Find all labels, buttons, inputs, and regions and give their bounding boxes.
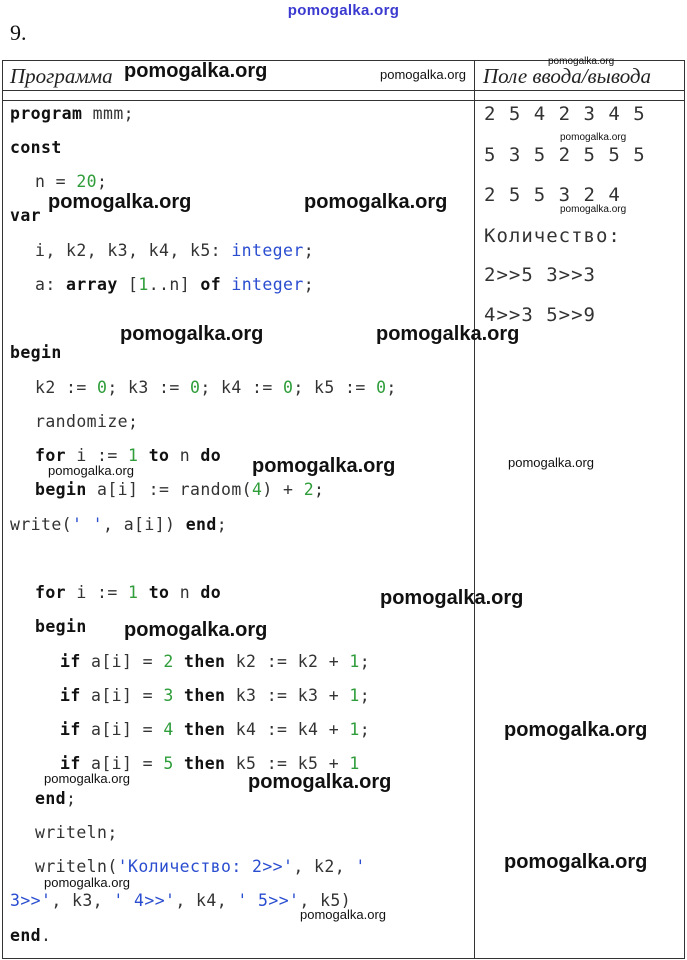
- code-text: ;: [359, 720, 371, 739]
- code-text: [174, 754, 184, 773]
- code-text: a[i] := random(: [86, 480, 253, 499]
- code-keyword: begin: [35, 480, 87, 499]
- code-line: [35, 172, 107, 191]
- code-text: k5 := k5 +: [225, 754, 350, 773]
- watermark: pomogalka.org: [508, 455, 594, 470]
- code-text: k2 :=: [35, 378, 98, 397]
- watermark: pomogalka.org: [504, 719, 648, 741]
- watermark: pomogalka.org: [48, 463, 134, 478]
- code-keyword: then: [184, 652, 226, 671]
- watermark: pomogalka.org: [304, 191, 448, 213]
- code-number: 0: [97, 378, 108, 397]
- code-text: ;: [303, 241, 315, 260]
- code-text: ;: [303, 275, 315, 294]
- code-keyword: end: [10, 926, 42, 945]
- code-keyword: const: [10, 138, 62, 157]
- code-number: 0: [376, 378, 387, 397]
- code-text: ;: [359, 652, 371, 671]
- io-column-header: Поле ввода/вывода: [483, 64, 652, 88]
- watermark: pomogalka.org: [124, 60, 268, 82]
- code-text: a[i] =: [80, 652, 164, 671]
- code-text: ;: [314, 480, 325, 499]
- watermark: pomogalka.org: [376, 323, 520, 345]
- code-line: [35, 617, 87, 636]
- code-text: ; k4 :=: [200, 378, 284, 397]
- code-text: ;: [66, 789, 77, 808]
- code-text: i, k2, k3, k4, k5:: [35, 241, 232, 260]
- code-text: writeln(: [35, 857, 118, 876]
- io-output-line: 2>>5 3>>3: [484, 264, 596, 286]
- code-string: 3>>': [10, 891, 52, 910]
- code-line: [35, 480, 324, 499]
- code-keyword: program: [10, 104, 83, 123]
- code-text: ) +: [262, 480, 304, 499]
- code-keyword: for: [35, 446, 67, 465]
- watermark: pomogalka.org: [504, 851, 648, 873]
- code-line: [60, 652, 370, 671]
- code-text: k3 := k3 +: [225, 686, 350, 705]
- watermark: pomogalka.org: [380, 587, 524, 609]
- code-text: n: [169, 583, 201, 602]
- code-number: 3: [163, 686, 174, 705]
- watermark: pomogalka.org: [124, 619, 268, 641]
- code-text: ; k3 :=: [107, 378, 191, 397]
- code-line: [60, 720, 370, 739]
- code-text: a[i] =: [80, 686, 164, 705]
- code-keyword: end: [35, 789, 67, 808]
- code-text: , k2,: [293, 857, 356, 876]
- code-number: 1: [128, 583, 139, 602]
- code-text: [: [117, 275, 139, 294]
- code-text: [221, 275, 231, 294]
- code-string: ' ': [72, 515, 104, 534]
- code-line: [35, 241, 314, 260]
- code-line: [10, 926, 51, 945]
- code-text: a[i] =: [80, 754, 164, 773]
- code-text: ; k5 :=: [293, 378, 377, 397]
- code-keyword: to: [148, 583, 170, 602]
- code-number: 4: [163, 720, 174, 739]
- code-text: [138, 446, 148, 465]
- code-keyword: then: [184, 686, 226, 705]
- code-text: ;: [386, 378, 397, 397]
- code-keyword: if: [60, 754, 81, 773]
- code-text: ;: [97, 172, 108, 191]
- code-type: integer: [231, 241, 304, 260]
- code-text: a[i] =: [80, 720, 164, 739]
- code-keyword: of: [200, 275, 222, 294]
- code-string: ' 4>>': [113, 891, 176, 910]
- code-text: , k3,: [51, 891, 114, 910]
- code-text: .: [41, 926, 52, 945]
- code-text: [174, 686, 184, 705]
- code-number: 20: [76, 172, 98, 191]
- watermark: pomogalka.org: [548, 56, 615, 67]
- code-keyword: if: [60, 720, 81, 739]
- code-line: [60, 686, 370, 705]
- code-line: [10, 515, 227, 534]
- code-line: [10, 138, 62, 157]
- code-line: [35, 378, 397, 397]
- code-keyword: begin: [35, 617, 87, 636]
- code-keyword: array: [66, 275, 118, 294]
- code-text: k2 := k2 +: [225, 652, 350, 671]
- code-text: n =: [35, 172, 77, 191]
- code-text: [174, 652, 184, 671]
- code-line: [35, 583, 221, 602]
- code-text: , k5): [299, 891, 352, 910]
- watermark: pomogalka.org: [380, 67, 466, 82]
- code-keyword: if: [60, 686, 81, 705]
- code-keyword: var: [10, 206, 42, 225]
- code-type: integer: [231, 275, 304, 294]
- code-number: 1: [349, 686, 360, 705]
- code-line: [10, 104, 134, 123]
- code-text: i :=: [66, 583, 129, 602]
- watermark: pomogalka.org: [300, 907, 386, 922]
- io-output-line: 5 3 5 2 5 5 5: [484, 144, 646, 166]
- code-text: [174, 720, 184, 739]
- task-number: 9.: [10, 20, 27, 45]
- code-number: 1: [128, 446, 139, 465]
- code-keyword: if: [60, 652, 81, 671]
- code-text: [138, 583, 148, 602]
- code-keyword: begin: [10, 343, 62, 362]
- code-number: 4: [252, 480, 263, 499]
- code-text: n: [169, 446, 201, 465]
- code-number: 2: [163, 652, 174, 671]
- code-number: 1: [349, 754, 360, 773]
- code-number: 5: [163, 754, 174, 773]
- io-output-line: Количество:: [484, 225, 621, 247]
- code-line: [10, 206, 41, 225]
- code-keyword: do: [200, 446, 222, 465]
- code-line: [10, 343, 62, 362]
- code-string: 'Количество: 2>>': [117, 857, 294, 876]
- code-text: writeln;: [35, 823, 118, 842]
- program-column-header: Программа: [10, 64, 113, 88]
- code-number: 0: [190, 378, 201, 397]
- code-text: mmm;: [82, 104, 135, 123]
- code-string: ' 5>>': [237, 891, 300, 910]
- watermark: pomogalka.org: [560, 132, 627, 143]
- io-output-line: 2 5 4 2 3 4 5: [484, 103, 646, 125]
- code-text: k4 := k4 +: [225, 720, 350, 739]
- code-line: [35, 789, 76, 808]
- code-line: [35, 412, 138, 431]
- code-text: write(: [10, 515, 73, 534]
- watermark: pomogalka.org: [120, 323, 264, 345]
- watermark: pomogalka.org: [44, 771, 130, 786]
- watermark: pomogalka.org: [44, 875, 130, 890]
- code-number: 1: [349, 652, 360, 671]
- code-keyword: then: [184, 754, 226, 773]
- code-line: [35, 275, 314, 294]
- code-keyword: to: [148, 446, 170, 465]
- code-line: [35, 823, 118, 842]
- code-number: 0: [283, 378, 294, 397]
- watermark: pomogalka.org: [248, 771, 392, 793]
- watermark: pomogalka.org: [48, 191, 192, 213]
- code-number: 1: [349, 720, 360, 739]
- io-output-line: 4>>3 5>>9: [484, 304, 596, 326]
- code-number: 2: [303, 480, 315, 499]
- code-text: , k4,: [175, 891, 238, 910]
- io-output-line: 2 5 5 3 2 4: [484, 184, 621, 206]
- code-keyword: do: [200, 583, 222, 602]
- code-keyword: for: [35, 583, 67, 602]
- site-header[interactable]: pomogalka.org: [287, 2, 400, 19]
- watermark: pomogalka.org: [560, 204, 627, 215]
- code-string: ': [355, 857, 366, 876]
- code-text: , a[i]): [103, 515, 186, 534]
- code-text: ;: [216, 515, 228, 534]
- code-text: i :=: [66, 446, 129, 465]
- watermark: pomogalka.org: [252, 455, 396, 477]
- code-text: ;: [359, 686, 371, 705]
- column-divider: [474, 60, 475, 959]
- code-text: ..n]: [148, 275, 201, 294]
- code-text: randomize;: [35, 412, 139, 431]
- code-line: [35, 857, 366, 876]
- code-keyword: end: [185, 515, 217, 534]
- code-text: a:: [35, 275, 67, 294]
- code-number: 1: [138, 275, 149, 294]
- code-keyword: then: [184, 720, 226, 739]
